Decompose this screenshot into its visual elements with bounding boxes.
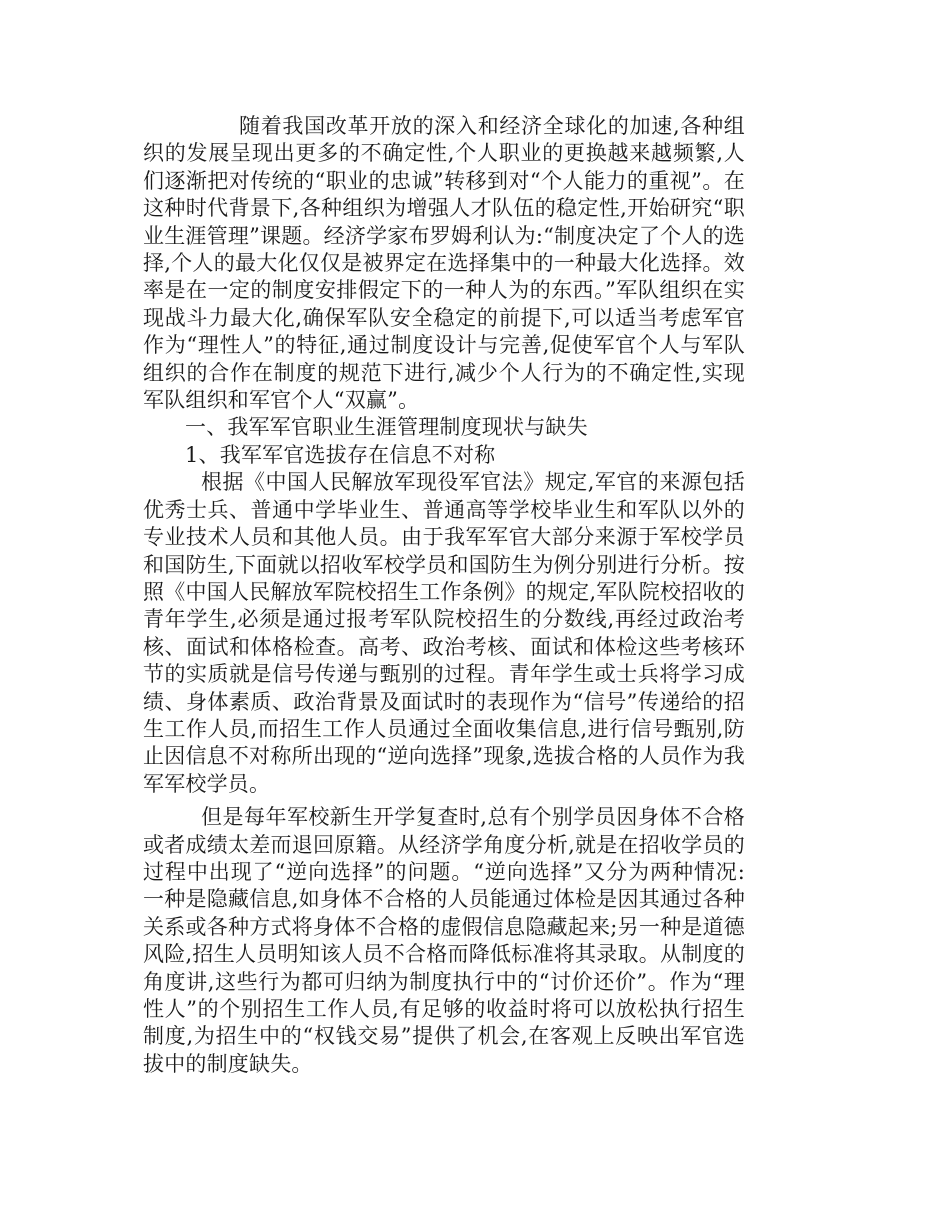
document-body: [143, 113, 745, 1078]
subsection-heading: 1、我军军官选拔存在信息不对称: [185, 442, 496, 467]
body-paragraph-adverse-selection: 但是每年军校新生开学复查时,总有个别学员因身体不合格或者成绩太差而退回原籍。从经济学角度分析,就是在招收学员的过程中出现了“逆向选择”的问题。“逆向选择”又分为两种情况:一种是隐藏信息,如身体不合格的人员能通过体检是因其通过各种关系或各种方式将身体不合格的虚假信息隐藏起来;另一种是道德风险,招生人员明知该人员不合格而降低标准将其录取。从制度的角度讲,这些行为都可归纳为制度执行中的“讨价还价”。作为“理性人”的个别招生工作人员,有足够的收益时将可以放松执行招生制度,为招生中的“权钱交易”提供了机会,在客观上反映出军官选拔中的制度缺失。: [143, 805, 745, 1076]
body-paragraph-regulation: 根据《中国人民解放军现役军官法》规定,军官的来源包括优秀士兵、普通中学毕业生、普通高等学校毕业生和军队以外的专业技术人员和其他人员。由于我军军官大部分来源于军校学员和国防生,下面就以招收军校学员和国防生为例分别进行分析。按照《中国人民解放军院校招生工作条例》的规定,军队院校招收的青年学生,必须是通过报考军队院校招生的分数线,再经过政治考核、面试和体格检查。高考、政治考核、面试和体检这些考核环节的实质就是信号传递与甄别的过程。青年学生或士兵将学习成绩、身体素质、政治背景及面试时的表现作为“信号”传递给的招生工作人员,而招生工作人员通过全面收集信息,进行信号甄别,防止因信息不对称所出现的“逆向选择”现象,选拔合格的人员作为我军军校学员。: [143, 470, 745, 796]
section-heading: 一、我军军官职业生涯管理制度现状与缺失: [185, 415, 588, 440]
intro-paragraph: 随着我国改革开放的深入和经济全球化的加速,各种组织的发展呈现出更多的不确定性,个人职业的更换越来越频繁,人们逐渐把对传统的“职业的忠诚”转移到对“个人能力的重视”。在这种时代背景下,各种组织为增强人才队伍的稳定性,开始研究“职业生涯管理”课题。经济学家布罗姆利认为:“制度决定了个人的选择,个人的最大化仅仅是被界定在选择集中的一种最大化选择。效率是在一定的制度安排假定下的一种人为的东西。”军队组织在实现战斗力最大化,确保军队安全稳定的前提下,可以适当考虑军官作为“理性人”的特征,通过制度设计与完善,促使军官个人与军队组织的合作在制度的规范下进行,减少个人行为的不确定性,实现军队组织和军官个人“双赢”。: [143, 114, 745, 413]
